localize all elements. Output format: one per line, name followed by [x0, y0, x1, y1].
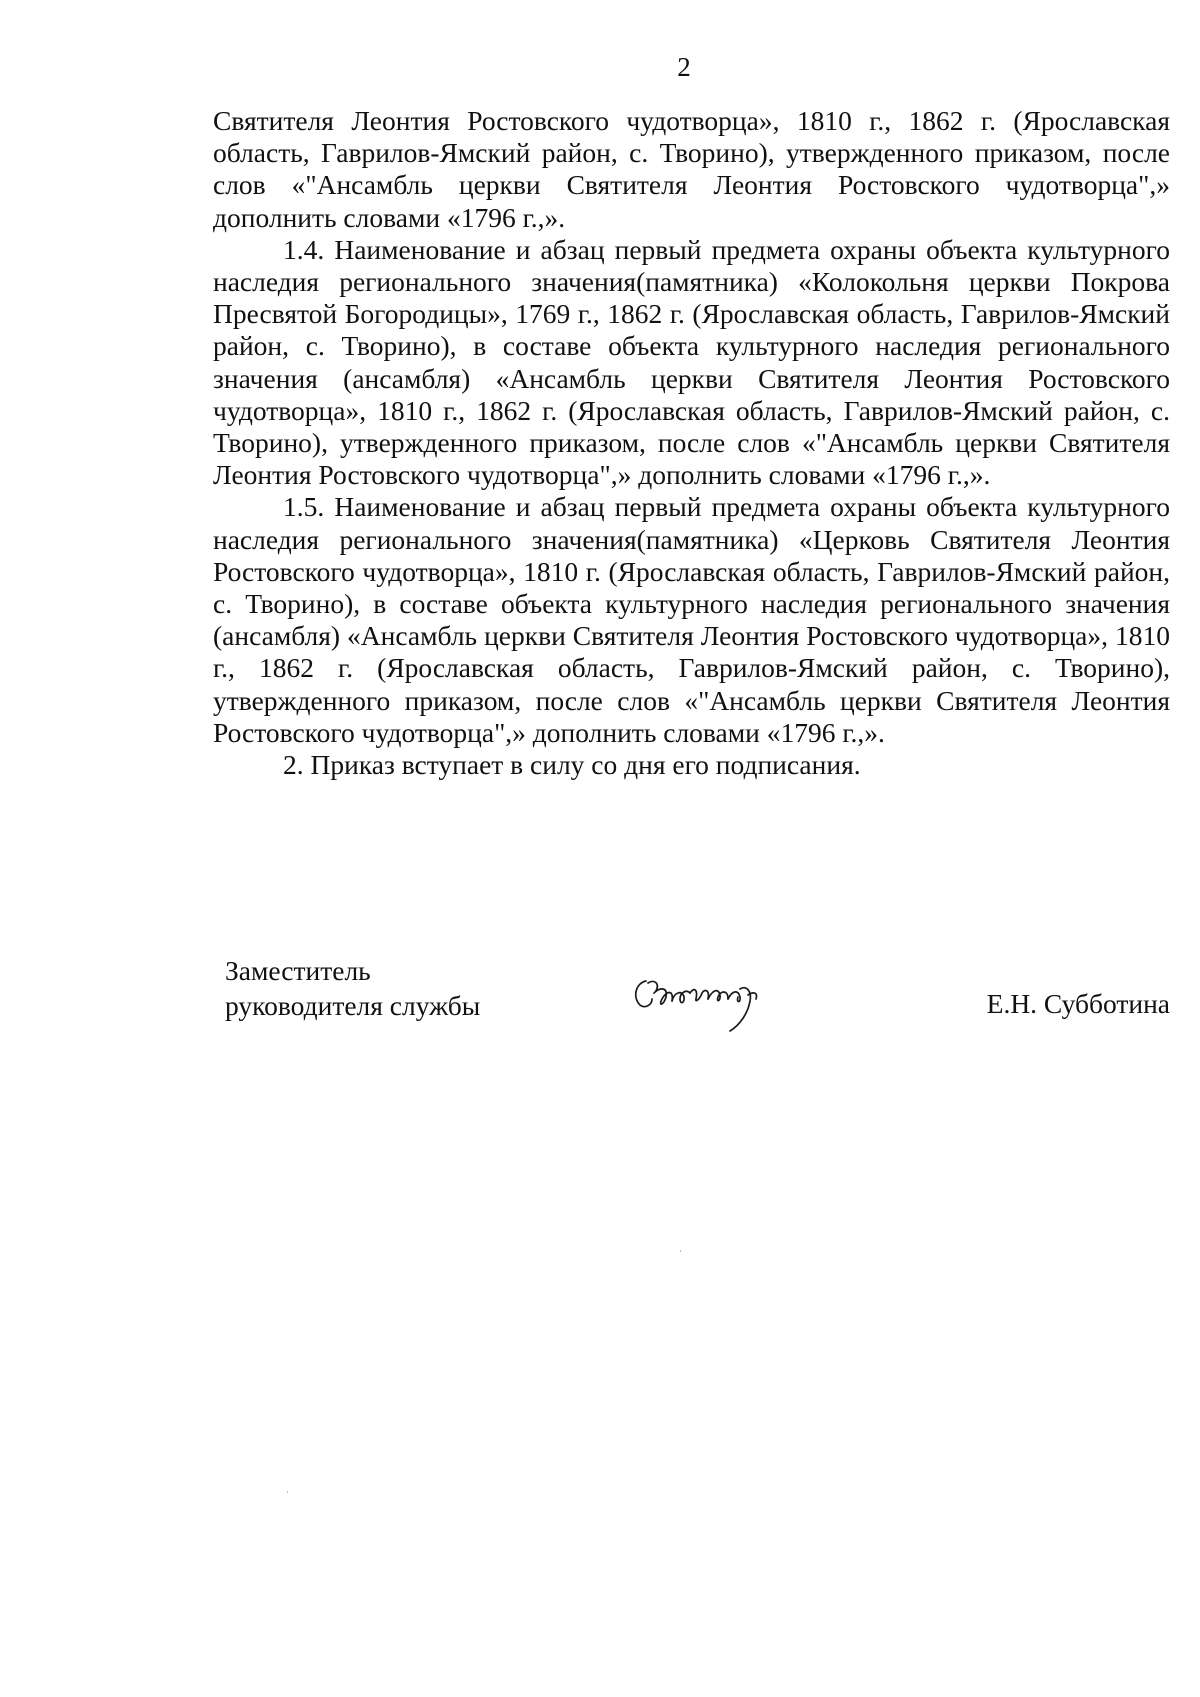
signature-block [225, 953, 1170, 1063]
paragraph-item-2: 2. Приказ вступает в силу со дня его подписания. [283, 749, 861, 781]
document-body [213, 105, 1170, 781]
handwritten-signature [628, 969, 778, 1039]
signatory-position-line-1: Заместитель [225, 955, 371, 986]
scan-artifact [680, 1250, 681, 1252]
paragraph-item-1-4: 1.4. Наименование и абзац первый предмета охраны объекта культурного наследия регионального значения(памятника) «Колокольня церкви Покрова Пресвятой Богородицы», 1769 г., 1862 г. (Ярославская область, Гаврилов-Ямский район, с. Творино), в составе объекта культурного наследия регионального значения (ансамбля) «Ансамбль церкви Святителя Леонтия Ростовского чудотворца», 1810 г., 1862 г. (Ярославская область, Гаврилов-Ямский район, с. Творино), утвержденного приказом, после слов «"Ансамбль церкви Святителя Леонтия Ростовского чудотворца",» дополнить словами «1796 г.,». [213, 233, 1170, 491]
scan-artifact [287, 1491, 288, 1493]
signatory-position-line-2: руководителя службы [225, 990, 481, 1021]
signatory-position [225, 953, 480, 1023]
paragraph-item-1-5: 1.5. Наименование и абзац первый предмета охраны объекта культурного наследия регионального значения(памятника) «Церковь Святителя Леонтия Ростовского чудотворца», 1810 г. (Ярославская область, Гаврилов-Ямский район, с. Творино), в составе объекта культурного наследия регионального значения (ансамбля) «Ансамбль церкви Святителя Леонтия Ростовского чудотворца», 1810 г., 1862 г. (Ярославская область, Гаврилов-Ямский район, с. Творино), утвержденного приказом, после слов «"Ансамбль церкви Святителя Леонтия Ростовского чудотворца",» дополнить словами «1796 г.,». [213, 491, 1170, 748]
signatory-name: Е.Н. Субботина [986, 988, 1170, 1019]
paragraph-continuation: Святителя Леонтия Ростовского чудотворца», 1810 г., 1862 г. (Ярославская область, Гаврилов-Ямский район, с. Творино), утвержденного приказом, после слов «"Ансамбль церкви Святителя Леонтия Ростовского чудотворца",» дополнить словами «1796 г.,». [213, 105, 1170, 233]
page-number: 2 [677, 52, 691, 82]
